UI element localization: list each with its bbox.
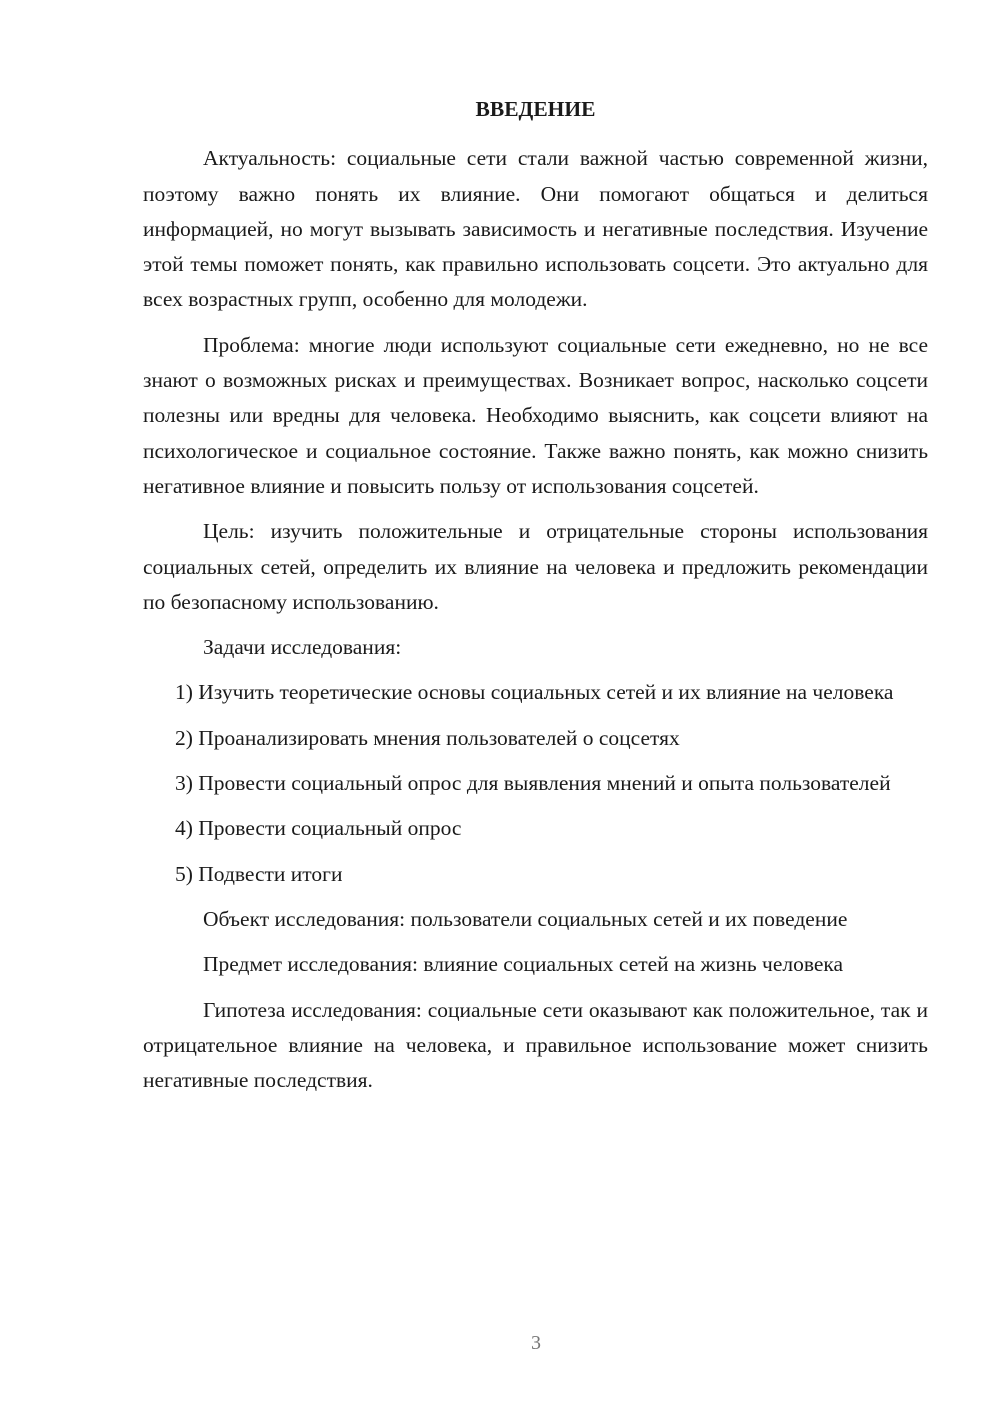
paragraph-goal: Цель: изучить положительные и отрицательные стороны использования социальных сетей, определить их влияние на человека и предложить рекомендации по безопасному использованию. [143, 519, 928, 614]
page-number: 3 [531, 1332, 541, 1354]
section-title: ВВЕДЕНИЕ [475, 97, 596, 121]
paragraph-hypothesis: Гипотеза исследования: социальные сети оказывают как положительное, так и отрицательное влияние на человека, и правильное использование может снизить негативные последствия. [143, 997, 928, 1093]
task-item: 4) Провести социальный опрос [175, 816, 462, 841]
tasks-heading: Задачи исследования: [203, 635, 402, 660]
task-item: 1) Изучить теоретические основы социальных сетей и их влияние на человека [175, 680, 894, 705]
paragraph-subject: Предмет исследования: влияние социальных сетей на жизнь человека [203, 952, 844, 977]
task-item: 5) Подвести итоги [175, 861, 343, 886]
task-item: 3) Провести социальный опрос для выявления мнений и опыта пользователей [175, 771, 891, 796]
paragraph-object: Объект исследования: пользователи социальных сетей и их поведение [203, 906, 848, 931]
paragraph-problem: Проблема: многие люди используют социальные сети ежедневно, но не все знают о возможных рисках и преимуществах. Возникает вопрос, насколько соцсети полезны или вредны для человека. Необходимо выяснить, как соцсети влияют на психологическое и социальное состояние. Также важно понять, как можно снизить негативное влияние и повысить пользу от использования соцсетей. [143, 332, 928, 498]
paragraph-relevance: Актуальность: социальные сети стали важной частью современной жизни, поэтому важно понять их влияние. Они помогают общаться и делиться информацией, но могут вызывать зависимость и негативные последствия. Изучение этой темы поможет понять, как правильно использовать соцсети. Это актуально для всех возрастных групп, особенно для молодежи. [143, 146, 928, 312]
document-page [143, 92, 928, 1108]
task-item: 2) Проанализировать мнения пользователей о соцсетях [175, 725, 680, 750]
